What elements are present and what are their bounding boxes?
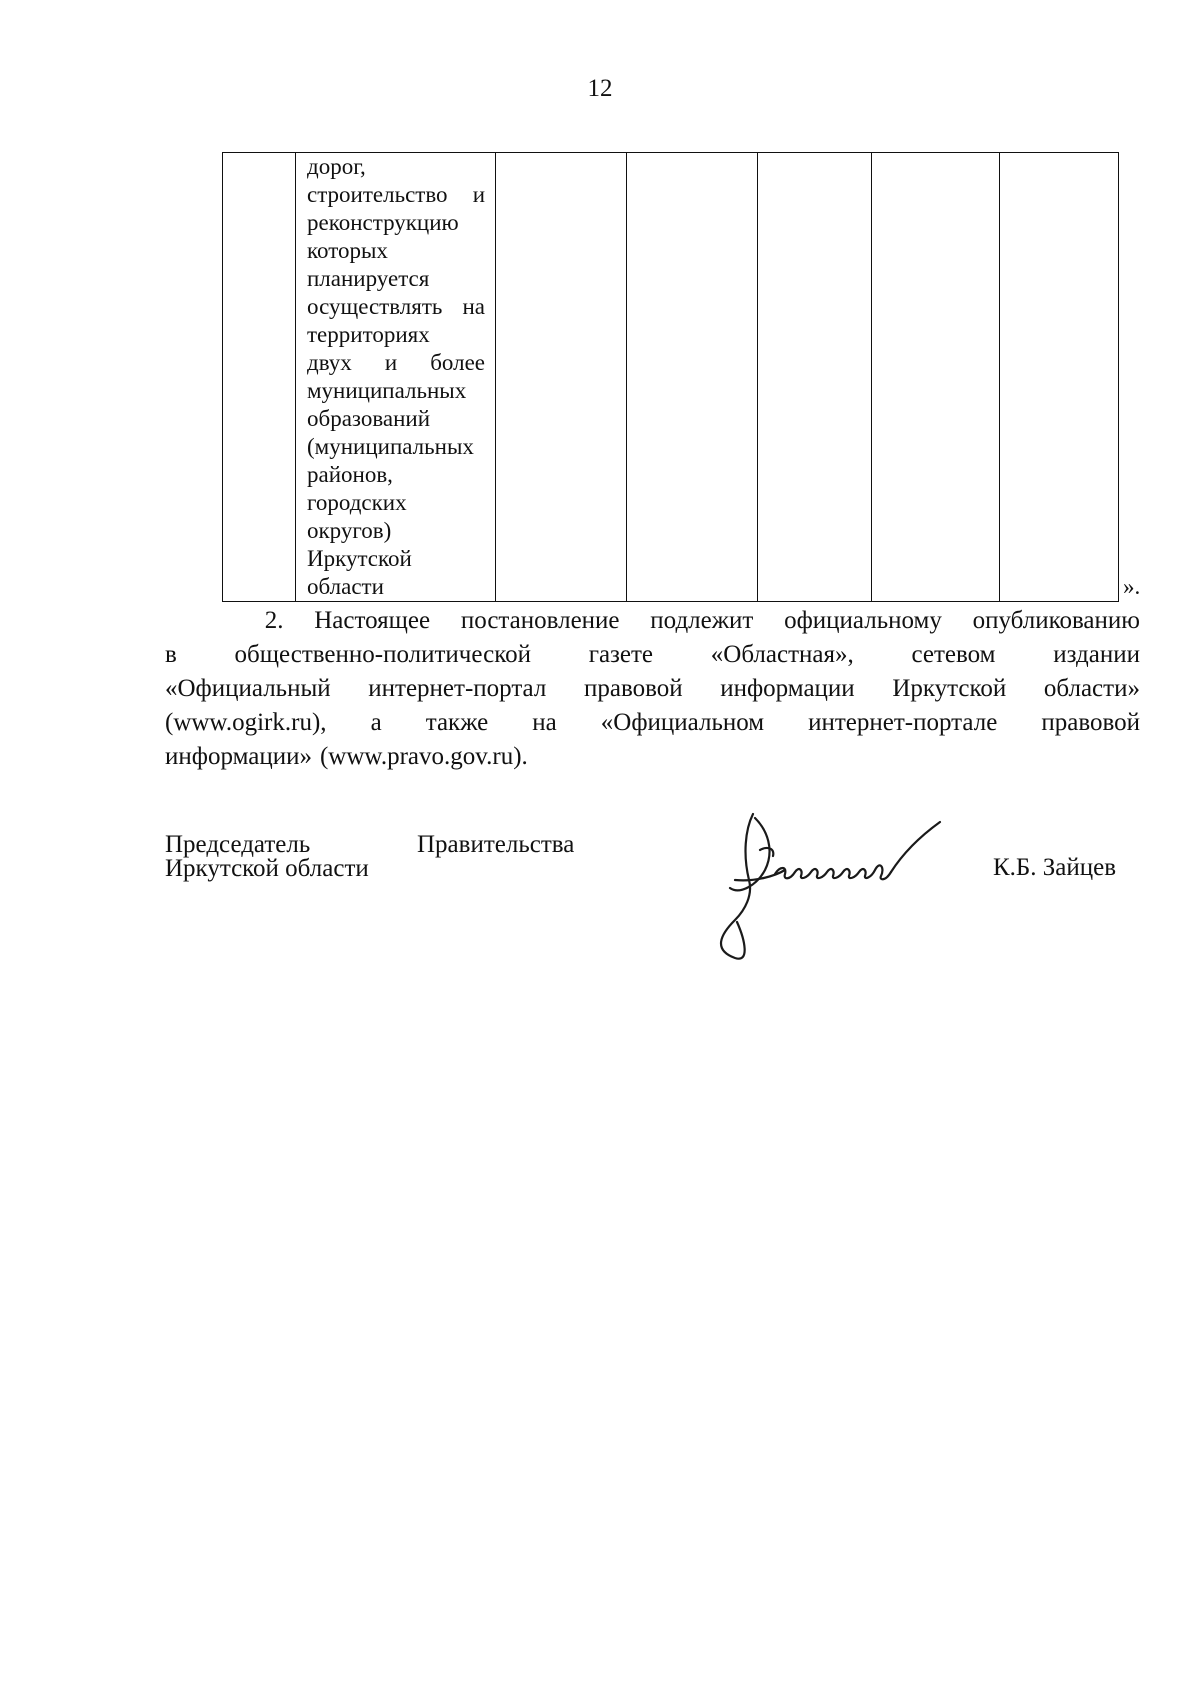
description-word: городских xyxy=(307,490,407,515)
description-word: районов, xyxy=(307,462,393,487)
paragraph-word: интернет-портал xyxy=(368,675,547,702)
table-cell xyxy=(627,153,758,602)
paragraph-word: области» xyxy=(1043,675,1140,702)
description-line xyxy=(307,209,485,237)
table-cell xyxy=(758,153,872,602)
description-line xyxy=(307,461,485,489)
paragraph-word: (www.ogirk.ru), xyxy=(165,709,327,736)
description-line xyxy=(307,321,485,349)
paragraph-word: официальному xyxy=(784,607,942,634)
handwritten-signature xyxy=(705,810,965,965)
description-line xyxy=(307,517,485,545)
paragraph-word: правовой xyxy=(1041,709,1140,736)
description-word: области xyxy=(307,574,384,599)
description-line xyxy=(307,433,485,461)
signatory-name: К.Б. Зайцев xyxy=(993,854,1117,881)
paragraph-word: газете xyxy=(588,641,654,668)
paragraph-word: (www.pravo.gov.ru). xyxy=(319,743,528,770)
paragraph-word: «Официальный xyxy=(165,675,331,702)
description-word: муниципальных xyxy=(307,378,467,403)
paragraph-word: интернет-портале xyxy=(808,709,998,736)
closing-quote: ». xyxy=(1123,574,1141,599)
paragraph-line xyxy=(165,604,1140,638)
paragraph-word: «Областная», xyxy=(710,641,854,668)
table-cell xyxy=(872,153,1000,602)
description-line xyxy=(307,265,485,293)
description-word: (муниципальных xyxy=(307,434,474,459)
description-word: которых xyxy=(307,238,388,263)
paragraph-word: а xyxy=(370,709,382,736)
paragraph-word: правовой xyxy=(583,675,683,702)
paragraph-word: информации» xyxy=(165,743,312,770)
description-word: реконструкцию xyxy=(307,210,459,235)
table-cell-number xyxy=(223,153,296,602)
description-word: на xyxy=(462,294,485,319)
description-line xyxy=(307,237,485,265)
paragraph-word: сетевом xyxy=(911,641,996,668)
paragraph-word: общественно-политической xyxy=(234,641,531,668)
description-word: и xyxy=(384,350,398,375)
paragraph-line xyxy=(165,740,1140,774)
paragraph-word: информации xyxy=(720,675,855,702)
description-word: дорог, xyxy=(307,154,366,179)
paragraph-line xyxy=(165,638,1140,672)
description-word: округов) xyxy=(307,518,392,543)
description-line xyxy=(307,573,485,601)
paragraph-line xyxy=(165,706,1140,740)
description-word: более xyxy=(430,350,485,375)
description-line xyxy=(307,293,485,321)
signatory-title-word: Правительства xyxy=(417,831,575,858)
table-cell xyxy=(496,153,627,602)
description-word: и xyxy=(472,182,485,207)
table-continuation xyxy=(222,152,1119,602)
table-row xyxy=(223,153,1119,602)
description-line xyxy=(307,349,485,377)
paragraph-word: также xyxy=(425,709,489,736)
description-word: планируется xyxy=(307,266,430,291)
paragraph-word: подлежит xyxy=(650,607,754,634)
page-number: 12 xyxy=(587,75,613,102)
paragraph-indent xyxy=(165,604,234,638)
paragraph-word: в xyxy=(165,641,177,668)
paragraph-word: постановление xyxy=(460,607,620,634)
table-cell-description xyxy=(296,153,496,602)
description-line xyxy=(307,153,485,181)
paragraph-word: Настоящее xyxy=(314,607,431,634)
description-word: Иркутской xyxy=(307,546,412,571)
paragraph-word: 2. xyxy=(264,607,284,634)
description-line xyxy=(307,545,485,573)
description-word: территориях xyxy=(307,322,430,347)
description-word: двух xyxy=(307,350,352,375)
description-line xyxy=(307,489,485,517)
description-line xyxy=(307,377,485,405)
description-word: строительство xyxy=(307,182,448,207)
paragraph-word: издании xyxy=(1053,641,1140,668)
description-line xyxy=(307,181,485,209)
table-cell xyxy=(1000,153,1119,602)
description-line xyxy=(307,405,485,433)
signatory-title-word: Председатель xyxy=(165,831,311,858)
paragraph-word: опубликованию xyxy=(972,607,1140,634)
signatory-title-line: Иркутской области xyxy=(165,855,369,882)
paragraph-word: «Официальном xyxy=(600,709,765,736)
description-word: осуществлять xyxy=(307,294,443,319)
description-word: образований xyxy=(307,406,431,431)
paragraph-word: Иркутской xyxy=(892,675,1007,702)
paragraph-word: на xyxy=(532,709,557,736)
signatory-title xyxy=(165,833,574,881)
paragraph-line xyxy=(165,672,1140,706)
publication-paragraph xyxy=(165,604,1140,774)
